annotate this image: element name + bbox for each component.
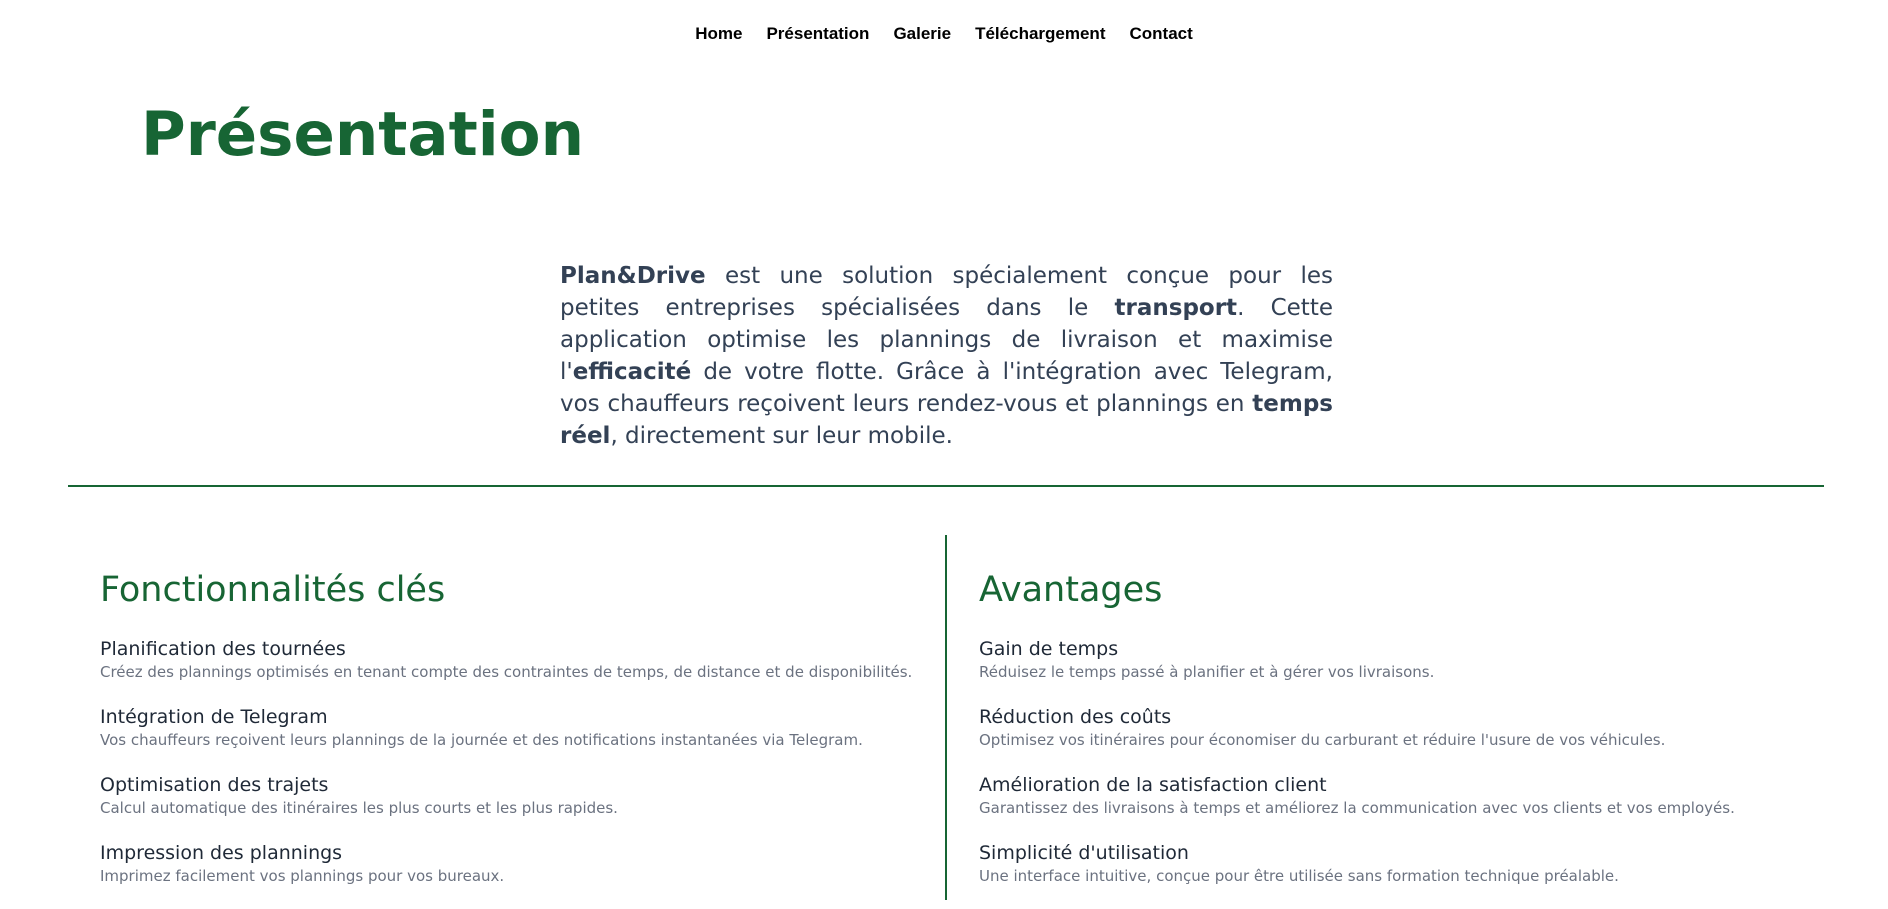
advantage-title: Réduction des coûts bbox=[979, 706, 1172, 728]
nav-link-galerie[interactable]: Galerie bbox=[893, 24, 952, 43]
feature-title: Optimisation des trajets bbox=[100, 774, 329, 796]
intro-paragraph bbox=[560, 260, 1333, 452]
intro-bold-transport: transport bbox=[1114, 295, 1238, 321]
intro-text-4: , directement sur leur mobile. bbox=[610, 423, 953, 449]
advantage-desc: Optimisez vos itinéraires pour économiser du carburant et réduire l'usure de vos véhicules. bbox=[979, 731, 1666, 749]
intro-text-1: est une solution spécialement conçue pour les petites entreprises spécialisées dans le bbox=[560, 263, 1333, 321]
nav-link-telechargement[interactable]: Téléchargement bbox=[975, 24, 1106, 43]
feature-title: Impression des plannings bbox=[100, 842, 343, 864]
feature-item bbox=[100, 841, 940, 909]
advantage-desc: Une interface intuitive, conçue pour être utilisée sans formation technique préalable. bbox=[979, 867, 1619, 885]
feature-item bbox=[100, 637, 940, 705]
feature-title: Planification des tournées bbox=[100, 638, 346, 660]
intro-text-3: de votre flotte. Grâce à l'intégration avec Telegram, vos chauffeurs reçoivent leurs rendez-vous et plannings en bbox=[560, 359, 1333, 417]
advantage-item bbox=[979, 773, 1819, 841]
page-title: Présentation bbox=[141, 99, 584, 170]
feature-desc: Créez des plannings optimisés en tenant compte des contraintes de temps, de distance et de disponibilités. bbox=[100, 663, 913, 681]
advantage-title: Gain de temps bbox=[979, 638, 1119, 660]
advantage-item bbox=[979, 637, 1819, 705]
advantage-item bbox=[979, 841, 1819, 909]
top-nav bbox=[0, 24, 1888, 44]
advantages-heading: Avantages bbox=[979, 570, 1163, 610]
feature-item bbox=[100, 773, 940, 841]
nav-link-home[interactable]: Home bbox=[695, 24, 743, 43]
features-heading: Fonctionnalités clés bbox=[100, 570, 446, 610]
brand-name: Plan&Drive bbox=[560, 263, 706, 289]
advantages-section bbox=[979, 565, 1819, 909]
column-divider bbox=[945, 535, 947, 900]
intro-bold-temps-reel: temps réel bbox=[560, 391, 1333, 449]
feature-desc: Imprimez facilement vos plannings pour vos bureaux. bbox=[100, 867, 505, 885]
nav-link-presentation[interactable]: Présentation bbox=[766, 24, 870, 43]
intro-text-2: . Cette application optimise les plannings de livraison et maximise l' bbox=[560, 295, 1333, 385]
feature-desc: Calcul automatique des itinéraires les plus courts et les plus rapides. bbox=[100, 799, 618, 817]
advantage-desc: Réduisez le temps passé à planifier et à gérer vos livraisons. bbox=[979, 663, 1435, 681]
advantage-title: Amélioration de la satisfaction client bbox=[979, 774, 1327, 796]
feature-item bbox=[100, 705, 940, 773]
intro-bold-efficacite: efficacité bbox=[572, 359, 692, 385]
features-section bbox=[100, 565, 940, 909]
nav-link-contact[interactable]: Contact bbox=[1129, 24, 1193, 43]
section-divider bbox=[68, 485, 1824, 487]
feature-title: Intégration de Telegram bbox=[100, 706, 328, 728]
feature-desc: Vos chauffeurs reçoivent leurs plannings de la journée et des notifications instantanées via Telegram. bbox=[100, 731, 863, 749]
advantage-item bbox=[979, 705, 1819, 773]
advantage-title: Simplicité d'utilisation bbox=[979, 842, 1189, 864]
advantage-desc: Garantissez des livraisons à temps et améliorez la communication avec vos clients et vos employés. bbox=[979, 799, 1735, 817]
